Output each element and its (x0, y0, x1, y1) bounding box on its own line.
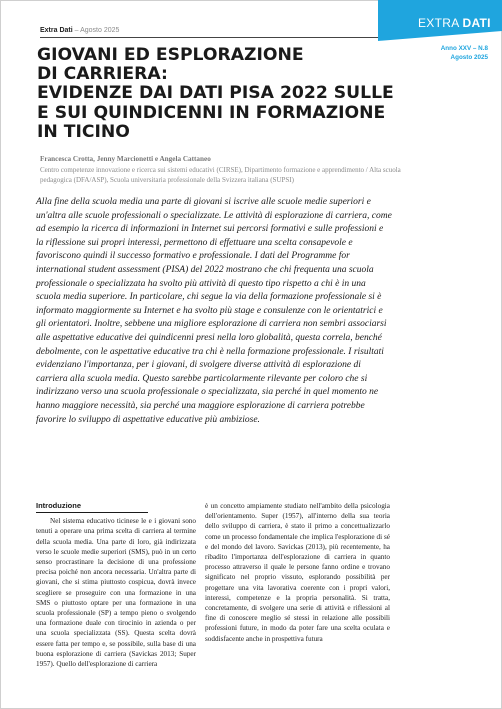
title-line: GIOVANI ED ESPLORAZIONE (37, 45, 304, 65)
issue-date: Agosto 2025 (450, 54, 488, 61)
series-label-bold: DATI (462, 16, 491, 30)
journal-name: Extra Dati (40, 27, 73, 34)
section-heading: Introduzione (36, 501, 81, 510)
title-line: IN TICINO (37, 121, 130, 142)
body-column-left (36, 501, 196, 669)
issue-number: Anno XXV – N.8 (440, 45, 488, 52)
article-title (37, 45, 394, 142)
series-label-light: EXTRA (418, 16, 463, 30)
body-paragraph: Nel sistema educativo ticinese le e i giovani sono tenuti a operare una prima scelta di carriera al termine della scuola media. Una parte di loro, già indirizzata verso le scuole medie superiori (SMS), può in un certo senso procrastinare la decisione di una professione precisa poiché non ancora necessaria. Un'altra parte di giovani, che si stima piuttosto cospicua, dovrà invece scegliere se proseguire con una formazione in una SMS o piuttosto optare per una formazione in una scuola professionale (SP) a tempo pieno o svolgendo una formazione duale con tirocinio in azienda o per una scuola specializzata (SS). Questa scelta dovrà essere fatta per tempo e, se possibile, sulla base di una buona esplorazione di carriera (Savickas 2013; Super 1957). Quello dell'esplorazione di carriera (36, 517, 196, 669)
header-rule (40, 37, 392, 38)
series-banner-triangle (378, 31, 502, 41)
affiliation: Centro competenze innovazione e ricerca sui sistemi educativi (CIRSE), Dipartimento formazione e apprendimento / Alta scuola pedagogica (DFA/ASP), Scuola universitaria professionale della Svizzera italiana (SUPSI) (40, 166, 401, 184)
body-column-right (205, 501, 390, 644)
body-paragraph: è un concetto ampiamente studiato nell'ambito della psicologia dell'orientamento. Super (1957), all'interno della sua teoria dello sviluppo di carriera, è stato il primo a concettualizzarlo come un processo fondamentale che implica l'esplorazione di sé e del mondo del lavoro. Savickas (2013), più recentemente, ha ribadito l'importanza dell'esplorazione di carriera in quanto processo attraverso il quale le persone fanno ordine e trovano significato nel proprio vissuto, esplorando possibilità per progettare una vita lavorativa coerente con i propri valori, interessi, competenze e la propria personalità. Si tratta, concretamente, di svolgere una serie di attività e riflessioni al fine di conoscere meglio sé stessi in relazione alle possibili professioni future, in modo da poter fare una scelta oculata e soddisfacente anche in prospettiva futura (205, 502, 390, 643)
title-line: EVIDENZE DAI DATI PISA 2022 SULLE (37, 83, 394, 104)
issue-info (441, 44, 488, 62)
title-line: E SUI QUINDICENNI IN FORMAZIONE (37, 102, 386, 123)
header-separator: – (72, 27, 81, 34)
header-date: Agosto 2025 (80, 27, 120, 34)
series-label (418, 16, 491, 30)
title-line: DI CARRIERA: (37, 64, 168, 85)
running-header (40, 27, 119, 34)
authors: Francesca Crotta, Jenny Marcionetti e Angela Cattaneo (40, 155, 211, 163)
abstract: Alla fine della scuola media una parte di giovani si iscrive alle scuole medie superiori e un'altra alle scuole professionali o specializzate. Le attività di esplorazione di carriera, come ad esempio la ricerca di informazioni in Internet sui percorsi formativi e sulle professioni e la riflessione sui propri interessi, permettono di effettuare una scelta consapevole e favoriscono quindi il successo formativo e professionale. I dati del Programme for international student assessment (PISA) del 2022 mostrano che chi frequenta una scuola professionale o specializzata ha svolto più attività di questo tipo rispetto a chi è in una scuola media superiore. In particolare, chi segue la via della formazione professionale si è informato maggiormente su Internet e ha svolto più stage e consulenze con le orientatrici e gli orientatori. Inoltre, sebbene una migliore esplorazione di carriera non sembri associarsi alle aspettative educative dei quindicenni presi nella loro globalità, questa correla, benché debolmente, con le aspettative educative tra chi è nella formazione professionale. I risultati evidenziano l'importanza, per i giovani, di svolgere diverse attività di esplorazione di carriera alla scuola media. Questo sarebbe particolarmente rilevante per coloro che si indirizzano verso una scuola professionale o specializzata, sia perché in quel momento ne hanno maggiore necessità, sia perché una maggiore esplorazione di carriera potrebbe favorire lo sviluppo di aspettative educative più ambiziose. (36, 197, 392, 425)
section-heading-rule (36, 512, 148, 513)
